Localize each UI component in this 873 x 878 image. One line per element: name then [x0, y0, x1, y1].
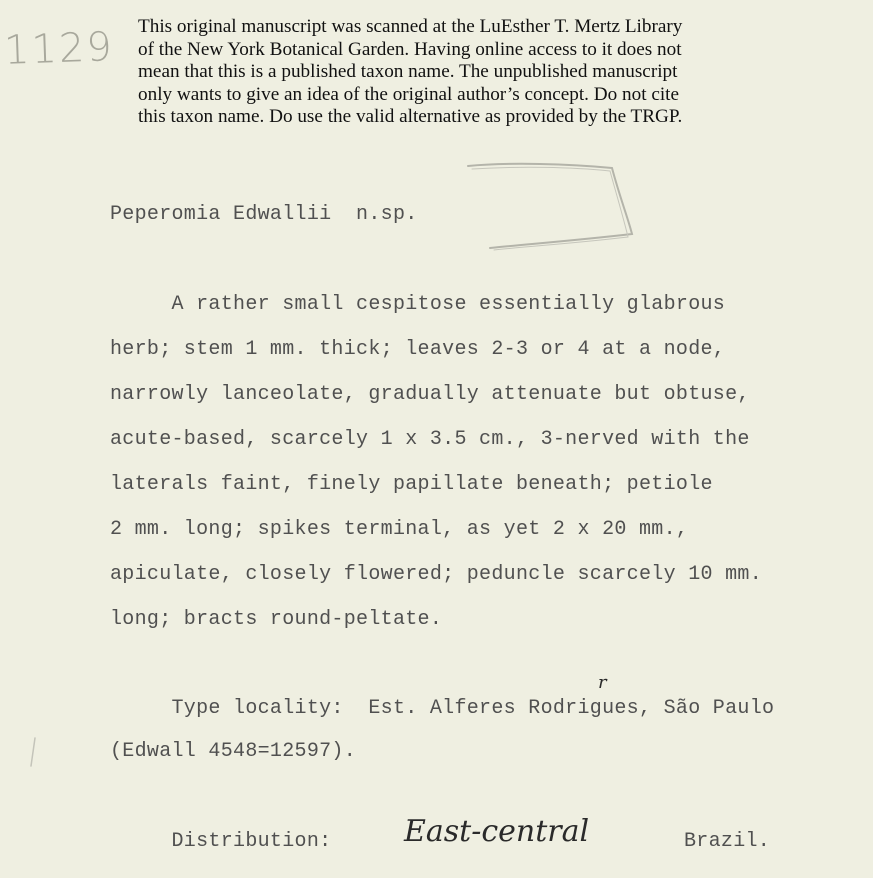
type-locality-collector: (Edwall 4548=12597).	[110, 740, 357, 763]
notice-line: of the New York Botanical Garden. Having online access to it does not	[138, 38, 682, 60]
pencil-tick-mark	[28, 736, 38, 768]
distribution-label: Distribution:	[110, 830, 332, 853]
species-title: Peperomia Edwallii n.sp.	[110, 203, 418, 226]
description-line: laterals faint, finely papillate beneath; petiole	[110, 473, 713, 496]
notice-line: only wants to give an idea of the original author’s concept. Do not cite	[138, 83, 680, 105]
description-line: narrowly lanceolate, gradually attenuate but obtuse,	[110, 383, 750, 406]
pencil-catalog-number: 1129	[3, 24, 115, 74]
description-line: herb; stem 1 mm. thick; leaves 2-3 or 4 at a node,	[110, 338, 726, 361]
description-line: acute-based, scarcely 1 x 3.5 cm., 3-nerved with the	[110, 428, 750, 451]
distribution-country: Brazil.	[684, 830, 771, 853]
library-notice	[138, 16, 838, 129]
notice-line: This original manuscript was scanned at the LuEsther T. Mertz Library	[138, 16, 683, 37]
description-line: A rather small cespitose essentially glabrous	[110, 293, 726, 316]
distribution-handwritten: East-central	[404, 814, 590, 849]
description-line: 2 mm. long; spikes terminal, as yet 2 x 20 mm.,	[110, 518, 689, 541]
pencil-bracket-mark	[460, 158, 640, 254]
type-locality-line: Type locality: Est. Alferes Rodrigues, São Paulo	[110, 697, 775, 720]
description-line: apiculate, closely flowered; peduncle scarcely 10 mm.	[110, 563, 763, 586]
notice-line: mean that this is a published taxon name. The unpublished manuscript	[138, 61, 678, 82]
notice-line: this taxon name. Do use the valid alternative as provided by the TRGP.	[138, 106, 683, 127]
handwritten-correction: r	[598, 672, 607, 693]
description-line: long; bracts round-peltate.	[110, 608, 443, 631]
